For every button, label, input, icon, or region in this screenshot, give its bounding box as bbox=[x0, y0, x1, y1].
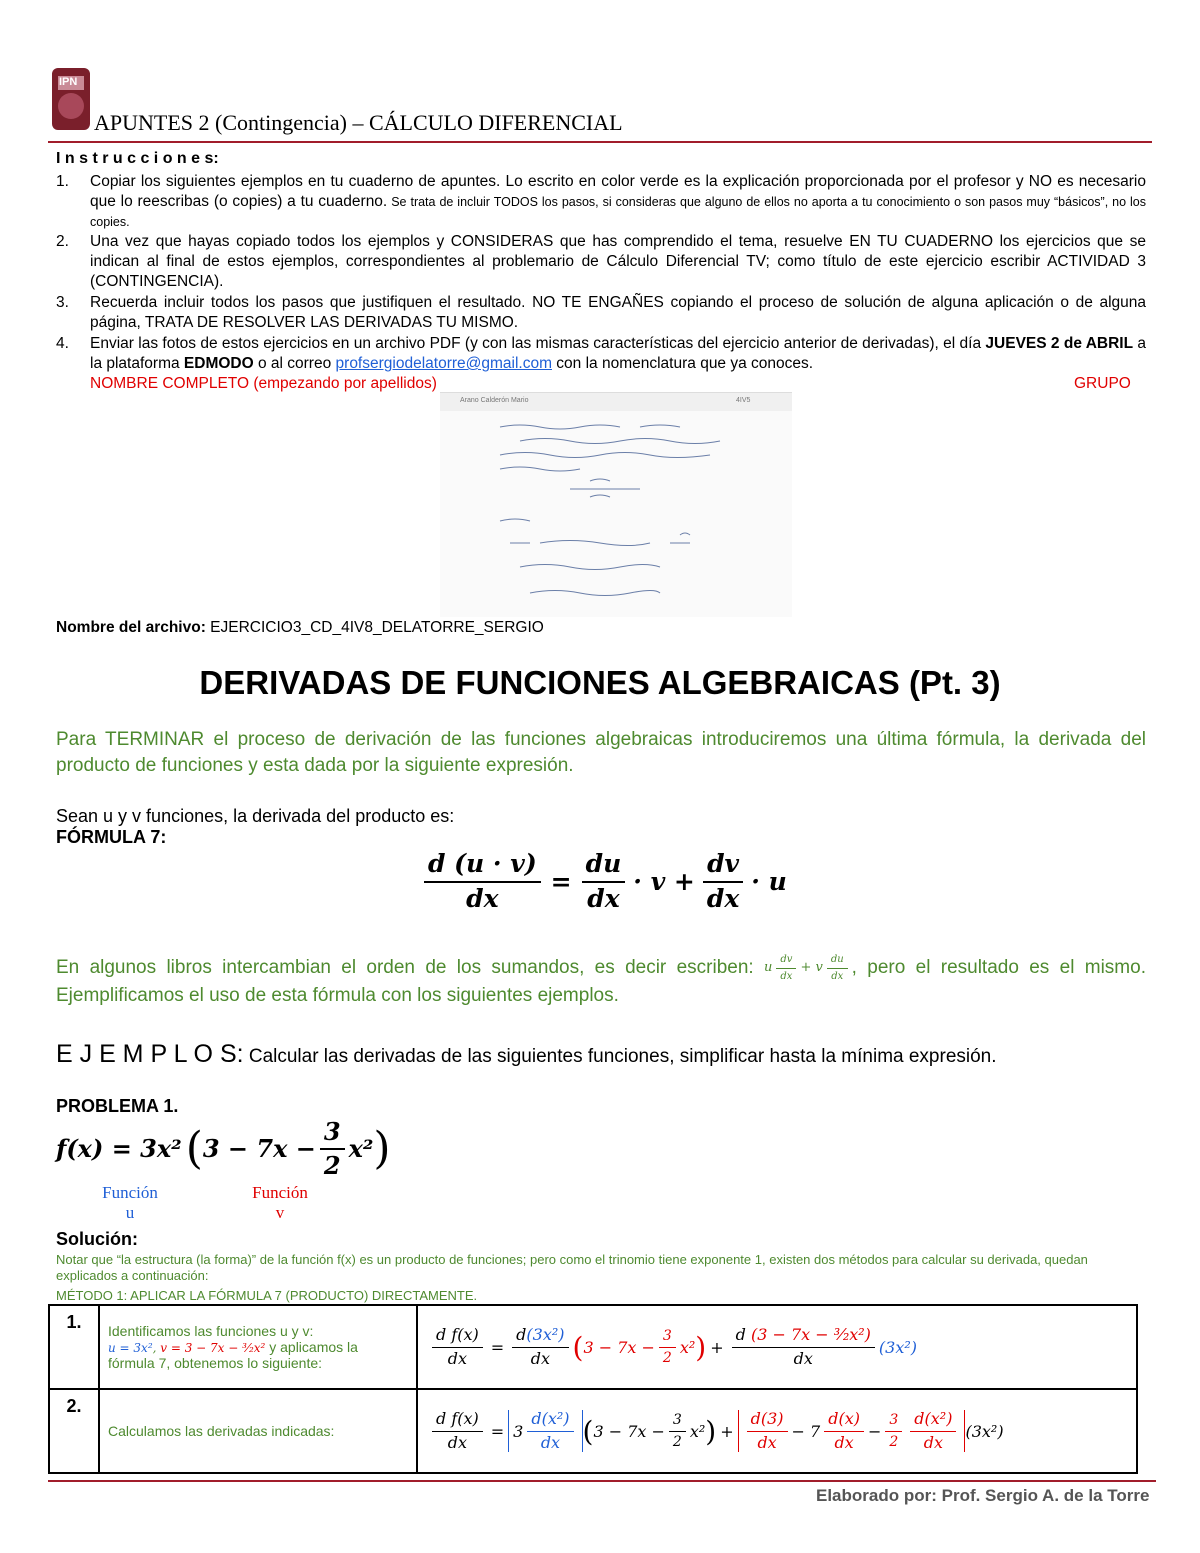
sample-exercise-image bbox=[440, 392, 792, 617]
ipn-logo bbox=[50, 66, 92, 132]
instruction-1: 1. Copiar los siguientes ejemplos en tu cuaderno de apuntes. Lo escrito en color verde es la explicación proporcionada por el profesor y NO es necesario que lo reescribas (o copies) a tu cuaderno. Se trata de incluir TODOS los pasos, si consideras que alguno de ellos no aporta a tu conocimiento o son pasos muy “básicos”, no los copies. bbox=[56, 173, 1146, 229]
funcion-u-label: Función u bbox=[102, 1183, 158, 1222]
logo-text: IPN bbox=[59, 76, 78, 88]
steps-table bbox=[48, 1304, 1138, 1474]
instruction-3: 3. Recuerda incluir todos los pasos que justifiquen el resultado. NO TE ENGAÑES copiando el proceso de solución de alguna aplicación o de alguna página, TRATA DE RESOLVER LAS DERIVADAS TU MISMO. bbox=[56, 294, 1146, 331]
step-number: 1. bbox=[49, 1305, 99, 1389]
swap-note: En algunos libros intercambian el orden de los sumandos, es decir escriben: u $\frac{dv}{dx}$ + v $\frac{du}{dx}$ , pero el resultado es el mismo. Ejemplificamos el uso de esta fórmula con los siguientes ejemplos. bbox=[56, 954, 1146, 1007]
step-description: Calculamos las derivadas indicadas: bbox=[99, 1389, 417, 1473]
formula-label: FÓRMULA 7: bbox=[56, 827, 167, 847]
instruction-2: 2. Una vez que hayas copiado todos los ejemplos y CONSIDERAS que has comprendido el tema, resuelve EN TU CUADERNO los ejercicios que se indican al final de estos ejemplos, correspondientes al problemario de Cálculo Diferencial TV; como título de este ejercicio escribir ACTIVIDAD 3 (CONTINGENCIA). bbox=[56, 233, 1146, 290]
problem-1-function: f(x) = 3x² ( 3 − 7x − $\frac{3}{2}$ x² ) bbox=[56, 1117, 391, 1180]
footer-rule bbox=[48, 1480, 1156, 1482]
handwriting-drawing bbox=[490, 417, 740, 613]
instruction-4: 4. Enviar las fotos de estos ejercicios en un archivo PDF (y con las mismas características del ejercicio anterior de derivadas), el día JUEVES 2 de ABRIL a la plataforma EDMODO o al correo profsergiodelatorre@gmail.com con la nomenclatura que ya conoces. bbox=[56, 335, 1146, 372]
nombre-label: NOMBRE COMPLETO (empezando por apellidos) bbox=[90, 375, 437, 392]
solution-title: Solución: bbox=[56, 1229, 138, 1249]
solution-method: MÉTODO 1: APLICAR LA FÓRMULA 7 (PRODUCTO) DIRECTAMENTE. bbox=[56, 1288, 478, 1303]
step-description: Identificamos las funciones u y v: u = 3x², v = 3 − 7x − ³⁄₂x² y aplicamos la fórmula 7, obtenemos lo siguiente: bbox=[99, 1305, 417, 1389]
file-name-label: Nombre del archivo: bbox=[56, 619, 206, 636]
ejemplos-text: Calcular las derivadas de las siguientes funciones, simplificar hasta la mínima expresión. bbox=[243, 1046, 997, 1067]
ejemplos-label: E J E M P L O S: bbox=[56, 1040, 244, 1068]
sean-text: Sean u y v funciones, la derivada del producto es: bbox=[56, 806, 455, 826]
formula-7: $\frac{d (u \cdot v)}{dx}$ = $\frac{du}{dx}$ · v + $\frac{dv}{dx}$ · u bbox=[420, 850, 787, 914]
instructions-heading: I n s t r u c c i o n e s: bbox=[56, 150, 219, 167]
file-name-value: EJERCICIO3_CD_4IV8_DELATORRE_SERGIO bbox=[205, 619, 544, 636]
step-1-equation: $\frac{\text{d f(x)}}{dx}$ = $\frac{\text{d(3x²)}}{dx}$ ( 3 − 7x − $\frac{3}{2}$ x² ) + $\frac{\text{d (3 − 7x − ³⁄₂x²)}}{dx}$ (3x²) bbox=[417, 1305, 1137, 1389]
funcion-v-label: Función v bbox=[252, 1183, 308, 1222]
intro-text: Para TERMINAR el proceso de derivación de las funciones algebraicas introduciremos una última fórmula, la derivada del producto de funciones y esta dada por la siguiente expresión. bbox=[56, 729, 1146, 776]
ejemplos-line bbox=[56, 1040, 997, 1069]
email-link[interactable]: profsergiodelatorre@gmail.com bbox=[335, 355, 552, 372]
section-title: DERIVADAS DE FUNCIONES ALGEBRAICAS (Pt. 3) bbox=[199, 664, 1001, 701]
table-row bbox=[49, 1389, 1137, 1473]
solution-note: Notar que “la estructura (la forma)” de la función f(x) es un producto de funciones; pero como el trinomio tiene exponente 1, existen dos métodos para calcular su derivada, quedan explicados a continuación: bbox=[56, 1252, 1088, 1283]
file-name bbox=[56, 619, 544, 637]
step-number: 2. bbox=[49, 1389, 99, 1473]
sample-name: Arano Calderón Mario bbox=[460, 397, 529, 404]
table-row bbox=[49, 1305, 1137, 1389]
header-title: APUNTES 2 (Contingencia) – CÁLCULO DIFERENCIAL bbox=[94, 110, 623, 135]
problem-1-title: PROBLEMA 1. bbox=[56, 1096, 179, 1116]
grupo-label: GRUPO bbox=[1074, 375, 1131, 392]
step-2-equation: $\frac{\text{d f(x)}}{dx}$ = 3 $\frac{\text{d(x²)}}{dx}$ ( 3 − 7x − $\frac{3}{2}$ x² ) + $\frac{d(3)}{dx}$ − 7 $\frac{d(x)}{dx}$ − $\frac{3}{2}$ $\frac{\text{d(x²)}}{dx}$ (3x²) bbox=[417, 1389, 1137, 1473]
header-rule bbox=[48, 141, 1152, 143]
sample-group: 4IV5 bbox=[736, 397, 751, 404]
footer-author: Elaborado por: Prof. Sergio A. de la Torre bbox=[816, 1486, 1150, 1505]
